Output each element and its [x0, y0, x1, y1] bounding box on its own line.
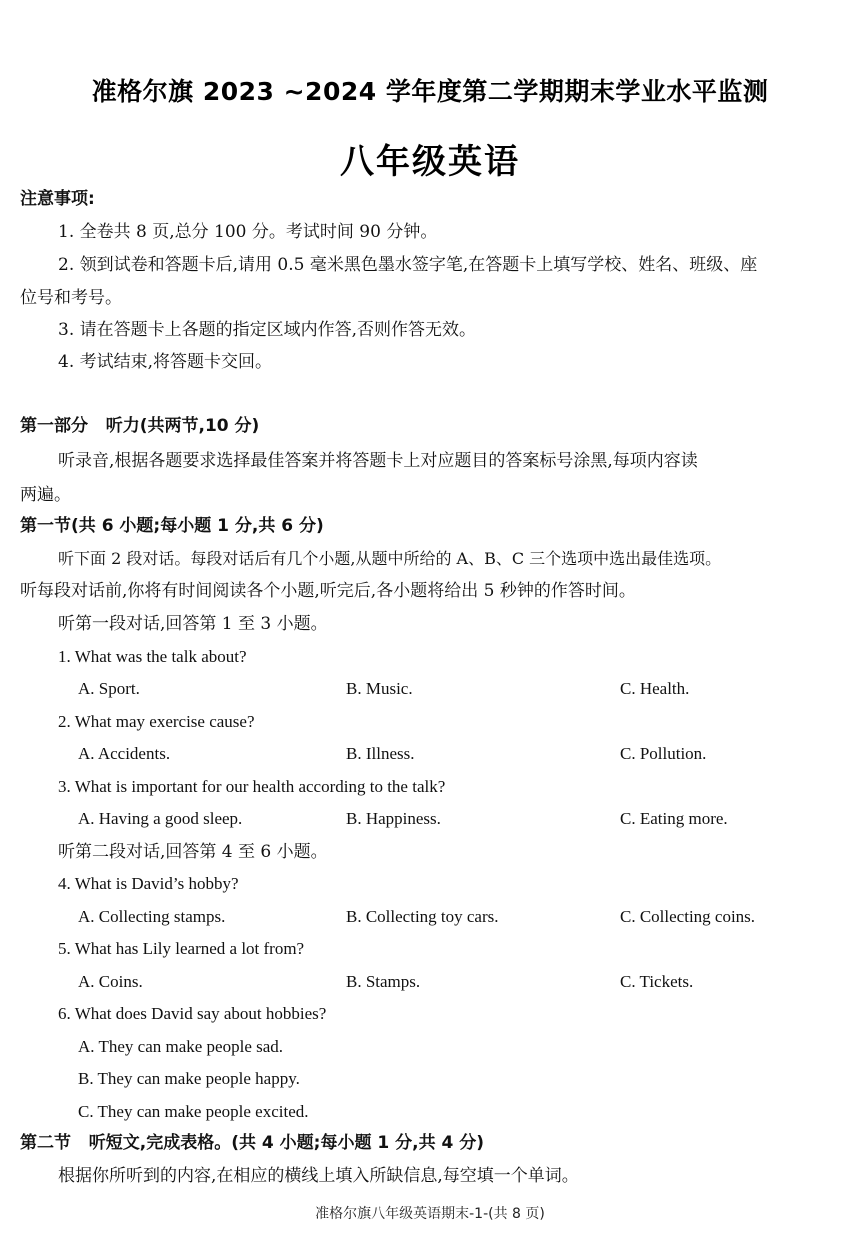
- note-item: 3. 请在答题卡上各题的指定区域内作答,否则作答无效。: [58, 320, 477, 340]
- option-c: C. Pollution.: [620, 744, 707, 763]
- notes-heading: 注意事项:: [20, 189, 95, 209]
- option-a: A. Accidents.: [78, 744, 171, 763]
- note-item: 1. 全卷共 8 页,总分 100 分。考试时间 90 分钟。: [58, 222, 438, 242]
- question-text: 2. What may exercise cause?: [58, 712, 255, 731]
- exam-title: 准格尔旗 2023 ~2024 学年度第二学期期末学业水平监测: [91, 77, 769, 106]
- option-a: A. Coins.: [78, 972, 143, 991]
- option-b: B. Illness.: [346, 744, 415, 763]
- option-b: B. Stamps.: [346, 972, 421, 991]
- option-b: B. Happiness.: [346, 809, 441, 828]
- section1-instructions: 听下面 2 段对话。每段对话后有几个小题,从题中所给的 A、B、C 三个选项中选出最佳选项。: [58, 549, 722, 568]
- section2-heading: 第二节 听短文,完成表格。(共 4 小题;每小题 1 分,共 4 分): [20, 1133, 485, 1153]
- option-c: C. Health.: [620, 679, 690, 698]
- option-a: A. Collecting stamps.: [78, 907, 226, 926]
- part1-heading: 第一部分 听力(共两节,10 分): [20, 416, 260, 436]
- option-a: A. Sport.: [78, 679, 140, 698]
- exam-subtitle: 八年级英语: [340, 142, 520, 182]
- question-text: 1. What was the talk about?: [58, 647, 247, 666]
- question-text: 5. What has Lily learned a lot from?: [58, 939, 305, 958]
- option-b: B. Collecting toy cars.: [346, 907, 499, 926]
- part1-intro: 听录音,根据各题要求选择最佳答案并将答题卡上对应题目的答案标号涂黑,每项内容读: [58, 451, 698, 471]
- page-footer: 准格尔旗八年级英语期末-1-(共 8 页): [315, 1206, 545, 1222]
- section1-instructions: 听每段对话前,你将有时间阅读各个小题,听完后,各小题将给出 5 秒钟的作答时间。: [20, 581, 636, 601]
- section1-heading: 第一节(共 6 小题;每小题 1 分,共 6 分): [20, 516, 324, 536]
- note-item: 2. 领到试卷和答题卡后,请用 0.5 毫米黑色墨水签字笔,在答题卡上填写学校、姓名、班级、座: [58, 255, 758, 275]
- part1-intro: 两遍。: [20, 485, 71, 505]
- question-text: 6. What does David say about hobbies?: [58, 1004, 327, 1023]
- option-a: A. They can make people sad.: [78, 1037, 284, 1056]
- section2-instructions: 根据你所听到的内容,在相应的横线上填入所缺信息,每空填一个单词。: [58, 1166, 579, 1186]
- option-b: B. They can make people happy.: [78, 1069, 300, 1088]
- option-c: C. Tickets.: [620, 972, 694, 991]
- option-c: C. They can make people excited.: [78, 1102, 309, 1121]
- option-b: B. Music.: [346, 679, 413, 698]
- question-text: 4. What is David’s hobby?: [58, 874, 239, 893]
- note-item: 4. 考试结束,将答题卡交回。: [58, 352, 273, 372]
- option-c: C. Eating more.: [620, 809, 728, 828]
- option-a: A. Having a good sleep.: [78, 809, 243, 828]
- option-c: C. Collecting coins.: [620, 907, 756, 926]
- dialog-instruction: 听第一段对话,回答第 1 至 3 小题。: [58, 614, 328, 634]
- note-item: 位号和考号。: [20, 288, 122, 308]
- dialog-instruction: 听第二段对话,回答第 4 至 6 小题。: [58, 842, 328, 862]
- question-text: 3. What is important for our health according to the talk?: [58, 777, 446, 796]
